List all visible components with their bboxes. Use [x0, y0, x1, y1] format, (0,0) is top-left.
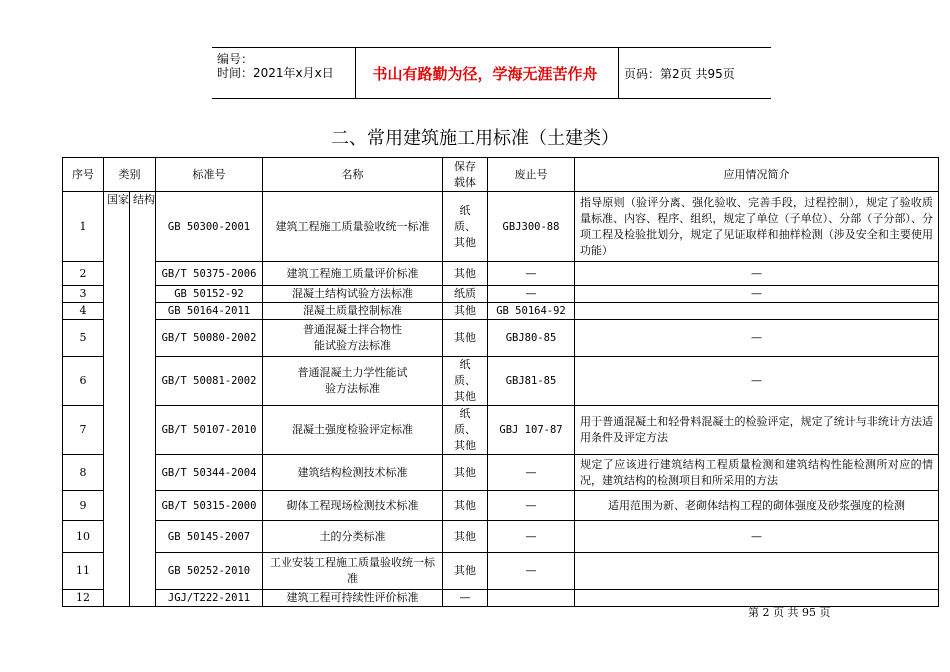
column-header-obsolete: 废止号 — [488, 158, 575, 192]
table-row — [63, 303, 939, 320]
cell-seq: 8 — [63, 455, 104, 491]
page-footer: 第 2 页 共 95 页 — [748, 606, 831, 619]
cell-standard-no: GB/T 50315-2000 — [156, 491, 263, 521]
cell-standard-no: GB/T 50107-2010 — [156, 406, 263, 455]
header-meta — [217, 52, 334, 80]
cell-name: 建筑工程施工质量验收统一标准 — [263, 192, 443, 262]
cell-seq: 6 — [63, 357, 104, 406]
cell-category-level2 — [130, 192, 156, 607]
cell-name: 砌体工程现场检测技术标准 — [263, 491, 443, 521]
cell-standard-no: GB/T 50344-2004 — [156, 455, 263, 491]
table-row — [63, 553, 939, 590]
document-number-label: 编号： — [217, 52, 254, 66]
cell-obsolete: GBJ 107-87 — [488, 406, 575, 455]
cell-standard-no: GB 50152-92 — [156, 286, 263, 303]
cell-application: 用于普通混凝土和轻骨料混凝土的检验评定，规定了统计与非统计方法适用条件及评定方法 — [575, 406, 939, 455]
cell-name: 工业安装工程施工质量验收统一标准 — [263, 553, 443, 590]
cell-obsolete: — — [488, 521, 575, 553]
cell-application: 指导原则（验评分离、强化验收、完善手段，过程控制），规定了验收质量标准、内容、程序、组织，规定了单位（子单位）、分部（子分部）、分项工程及检验批划分，规定了见证取样和抽样检测（涉及安全和主要使用功能） — [575, 192, 939, 262]
cell-application — [575, 553, 939, 590]
cell-seq: 4 — [63, 303, 104, 320]
storage-text: 纸质、其他 — [454, 358, 476, 403]
column-header-storage — [443, 158, 488, 192]
cell-seq: 2 — [63, 262, 104, 286]
cell-obsolete: GBJ300-88 — [488, 192, 575, 262]
table-row — [63, 262, 939, 286]
cell-seq: 7 — [63, 406, 104, 455]
cell-seq: 3 — [63, 286, 104, 303]
cell-category-level1 — [104, 192, 130, 607]
cell-name: 混凝土质量控制标准 — [263, 303, 443, 320]
cell-obsolete: — — [488, 286, 575, 303]
name-text: 普通混凝土力学性能试验方法标准 — [297, 366, 408, 395]
cell-name: 混凝土结构试验方法标准 — [263, 286, 443, 303]
cell-standard-no: GB/T 50080-2002 — [156, 320, 263, 357]
cell-seq: 9 — [63, 491, 104, 521]
cell-storage: 其他 — [443, 262, 488, 286]
document-time-label: 时间：2021年x月x日 — [217, 66, 334, 80]
cell-name: 建筑结构检测技术标准 — [263, 455, 443, 491]
page-header — [212, 47, 771, 99]
cell-storage: — — [443, 590, 488, 607]
cell-seq: 1 — [63, 192, 104, 262]
cell-application: 适用范围为新、老砌体结构工程的砌体强度及砂浆强度的检测 — [575, 491, 939, 521]
cell-application: — — [575, 357, 939, 406]
column-header-application: 应用情况简介 — [575, 158, 939, 192]
cell-name: 土的分类标准 — [263, 521, 443, 553]
cell-storage: 其他 — [443, 491, 488, 521]
header-page-number: 页码：第2页 共95页 — [624, 67, 735, 81]
table-row — [63, 491, 939, 521]
cell-seq: 10 — [63, 521, 104, 553]
cell-name — [263, 357, 443, 406]
cell-obsolete: — — [488, 553, 575, 590]
header-divider — [618, 48, 619, 98]
column-header-standard-no: 标准号 — [156, 158, 263, 192]
cell-obsolete: — — [488, 455, 575, 491]
page-title: 二、常用建筑施工用标准（土建类） — [331, 128, 619, 149]
cell-name — [263, 320, 443, 357]
table-header-row — [63, 158, 939, 192]
cell-storage: 纸质 — [443, 286, 488, 303]
cell-standard-no: GB/T 50375-2006 — [156, 262, 263, 286]
cell-standard-no: GB 50145-2007 — [156, 521, 263, 553]
column-header-name: 名称 — [263, 158, 443, 192]
cell-name: 混凝土强度检验评定标准 — [263, 406, 443, 455]
storage-text: 纸质、其他 — [454, 203, 476, 249]
cell-name: 建筑工程施工质量评价标准 — [263, 262, 443, 286]
table-row — [63, 357, 939, 406]
cell-obsolete: GB 50164-92 — [488, 303, 575, 320]
cell-storage: 其他 — [443, 521, 488, 553]
cell-obsolete: — — [488, 262, 575, 286]
table-row — [63, 406, 939, 455]
column-header-category: 类别 — [104, 158, 156, 192]
cell-storage — [443, 192, 488, 262]
cell-storage: 其他 — [443, 553, 488, 590]
cell-standard-no: GB 50164-2011 — [156, 303, 263, 320]
cell-obsolete: GBJ80-85 — [488, 320, 575, 357]
cell-standard-no: GB/T 50081-2002 — [156, 357, 263, 406]
table-row — [63, 320, 939, 357]
cell-storage: 其他 — [443, 303, 488, 320]
name-text: 普通混凝土拌合物性能试验方法标准 — [303, 323, 402, 352]
header-motto: 书山有路勤为径，学海无涯苦作舟 — [372, 65, 598, 83]
cell-application: 规定了应该进行建筑结构工程质量检测和建筑结构性能检测所对应的情况，建筑结构的检测项目和所采用的方法 — [575, 455, 939, 491]
cell-standard-no: GB 50252-2010 — [156, 553, 263, 590]
storage-header-text: 保存载体 — [454, 159, 476, 189]
table-row — [63, 286, 939, 303]
category-level1-text: 国家 — [107, 193, 129, 206]
cell-application: — — [575, 262, 939, 286]
table-row — [63, 521, 939, 553]
cell-application — [575, 303, 939, 320]
cell-application: — — [575, 320, 939, 357]
table-row — [63, 192, 939, 262]
standards-table — [62, 157, 939, 607]
cell-application: — — [575, 286, 939, 303]
cell-standard-no: JGJ/T222-2011 — [156, 590, 263, 607]
cell-storage: 其他 — [443, 455, 488, 491]
table-row — [63, 455, 939, 491]
column-header-seq: 序号 — [63, 158, 104, 192]
cell-seq: 5 — [63, 320, 104, 357]
cell-storage — [443, 406, 488, 455]
storage-text: 纸质、其他 — [454, 407, 476, 452]
cell-obsolete: GBJ81-85 — [488, 357, 575, 406]
cell-application: — — [575, 521, 939, 553]
cell-obsolete: — — [488, 491, 575, 521]
cell-seq: 12 — [63, 590, 104, 607]
cell-seq: 11 — [63, 553, 104, 590]
cell-name: 建筑工程可持续性评价标准 — [263, 590, 443, 607]
cell-storage: 其他 — [443, 320, 488, 357]
category-level2-text: 结构 — [133, 193, 155, 206]
cell-obsolete — [488, 590, 575, 607]
cell-storage — [443, 357, 488, 406]
cell-standard-no: GB 50300-2001 — [156, 192, 263, 262]
